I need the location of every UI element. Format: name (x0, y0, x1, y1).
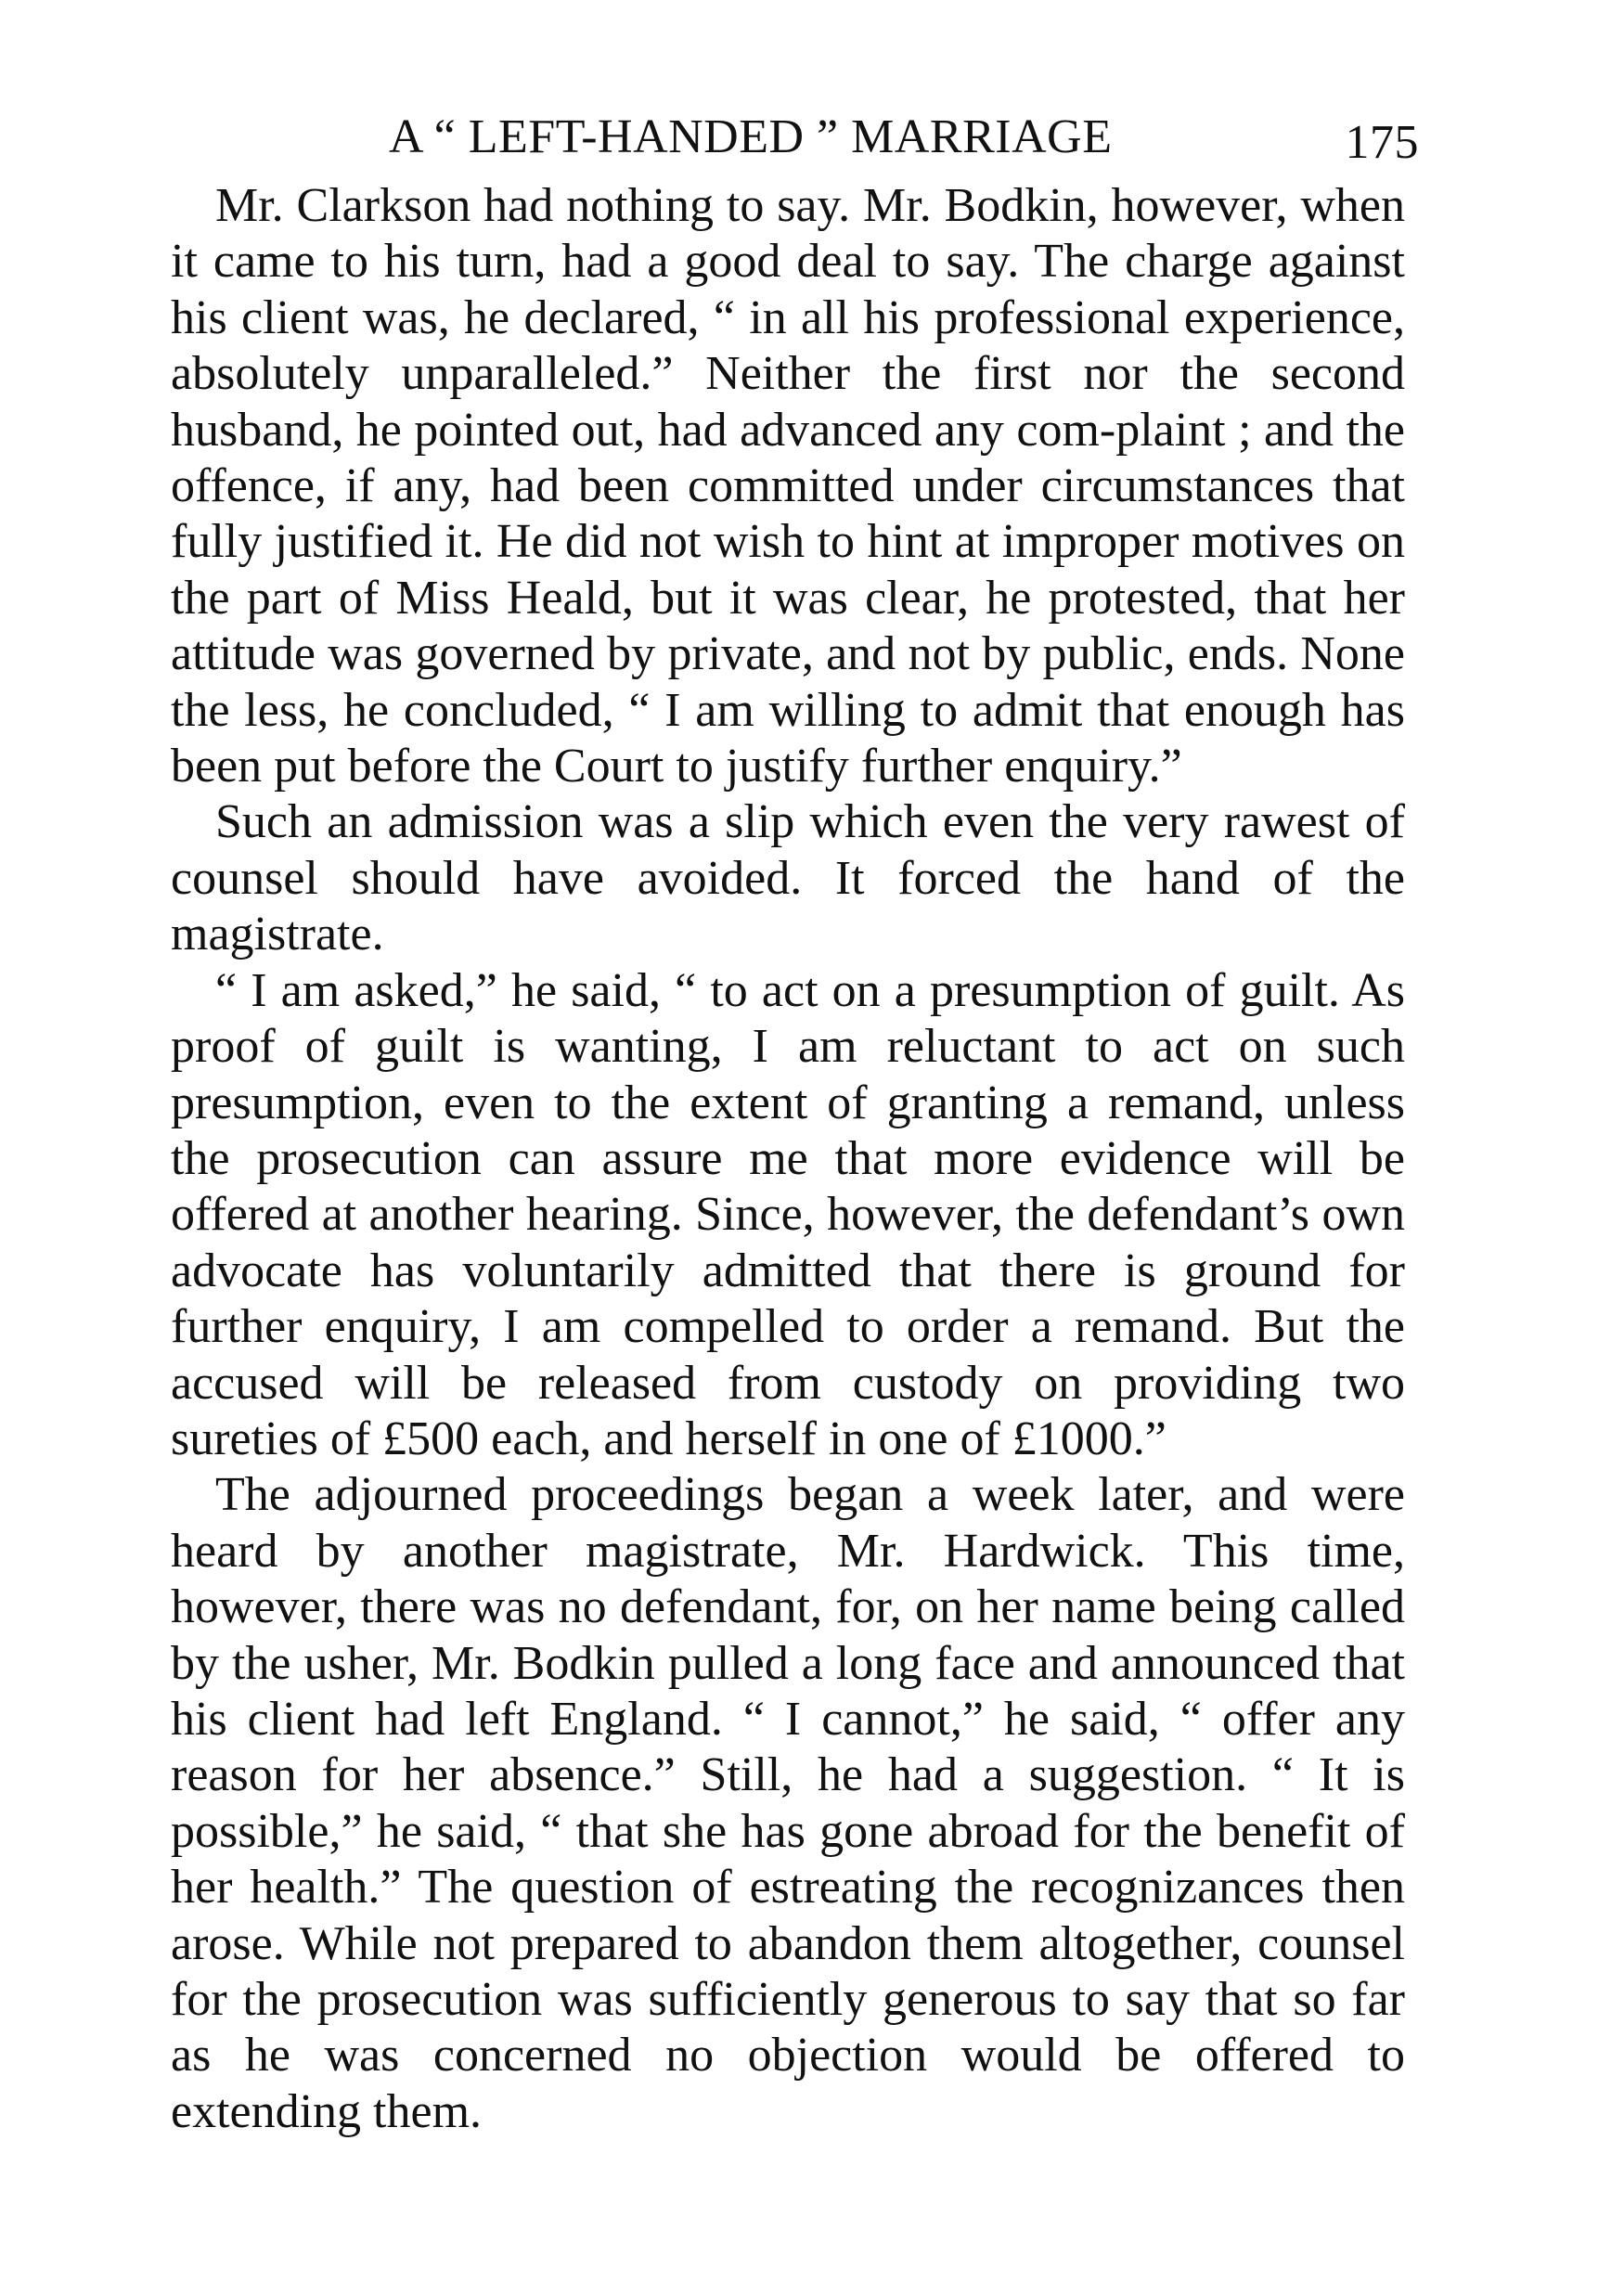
running-title: A “ LEFT-HANDED ” MARRIAGE (389, 110, 1113, 163)
body-text (171, 178, 1405, 2140)
page-number: 175 (1345, 116, 1419, 169)
paragraph: Mr. Clarkson had nothing to say. Mr. Bodkin, however, when it came to his turn, had a good deal to say. The charge against his client was, he declared, “ in all his professional experience, absolutely unparalleled.” Neither the first nor the second husband, he pointed out, had advanced any com-plaint ; and the offence, if any, had been committed under circumstances that fully justified it. He did not wish to hint at improper motives on the part of Miss Heald, but it was clear, he protested, that her attitude was governed by private, and not by public, ends. None the less, he concluded, “ I am willing to admit that enough has been put before the Court to justify further enquiry.” (171, 179, 1405, 793)
paragraph: “ I am asked,” he said, “ to act on a presumption of guilt. As proof of guilt is wanting, I am reluctant to act on such presumption, even to the extent of granting a remand, unless the prosecution can assure me that more evidence will be offered at another hearing. Since, however, the defendant’s own advocate has voluntarily admitted that there is ground for further enquiry, I am compelled to order a remand. But the accused will be released from custody on providing two sureties of £500 each, and herself in one of £1000.” (171, 963, 1405, 1465)
paragraph: Such an admission was a slip which even the very rawest of counsel should have avoided. It forced the hand of the magistrate. (171, 795, 1405, 961)
book-page (171, 100, 1419, 2140)
running-head (171, 100, 1419, 174)
paragraph: The adjourned proceedings began a week later, and were heard by another magistrate, Mr. Hardwick. This time, however, there was no defendant, for, on her name being called by the usher, Mr. Bodkin pulled a long face and announced that his client had left England. “ I cannot,” he said, “ offer any reason for her absence.” Still, he had a suggestion. “ It is possible,” he said, “ that she has gone abroad for the benefit of her health.” The question of estreating the recognizances then arose. While not prepared to abandon them altogether, counsel for the prosecution was sufficiently generous to say that so far as he was concerned no objection would be offered to extending them. (171, 1468, 1405, 2138)
